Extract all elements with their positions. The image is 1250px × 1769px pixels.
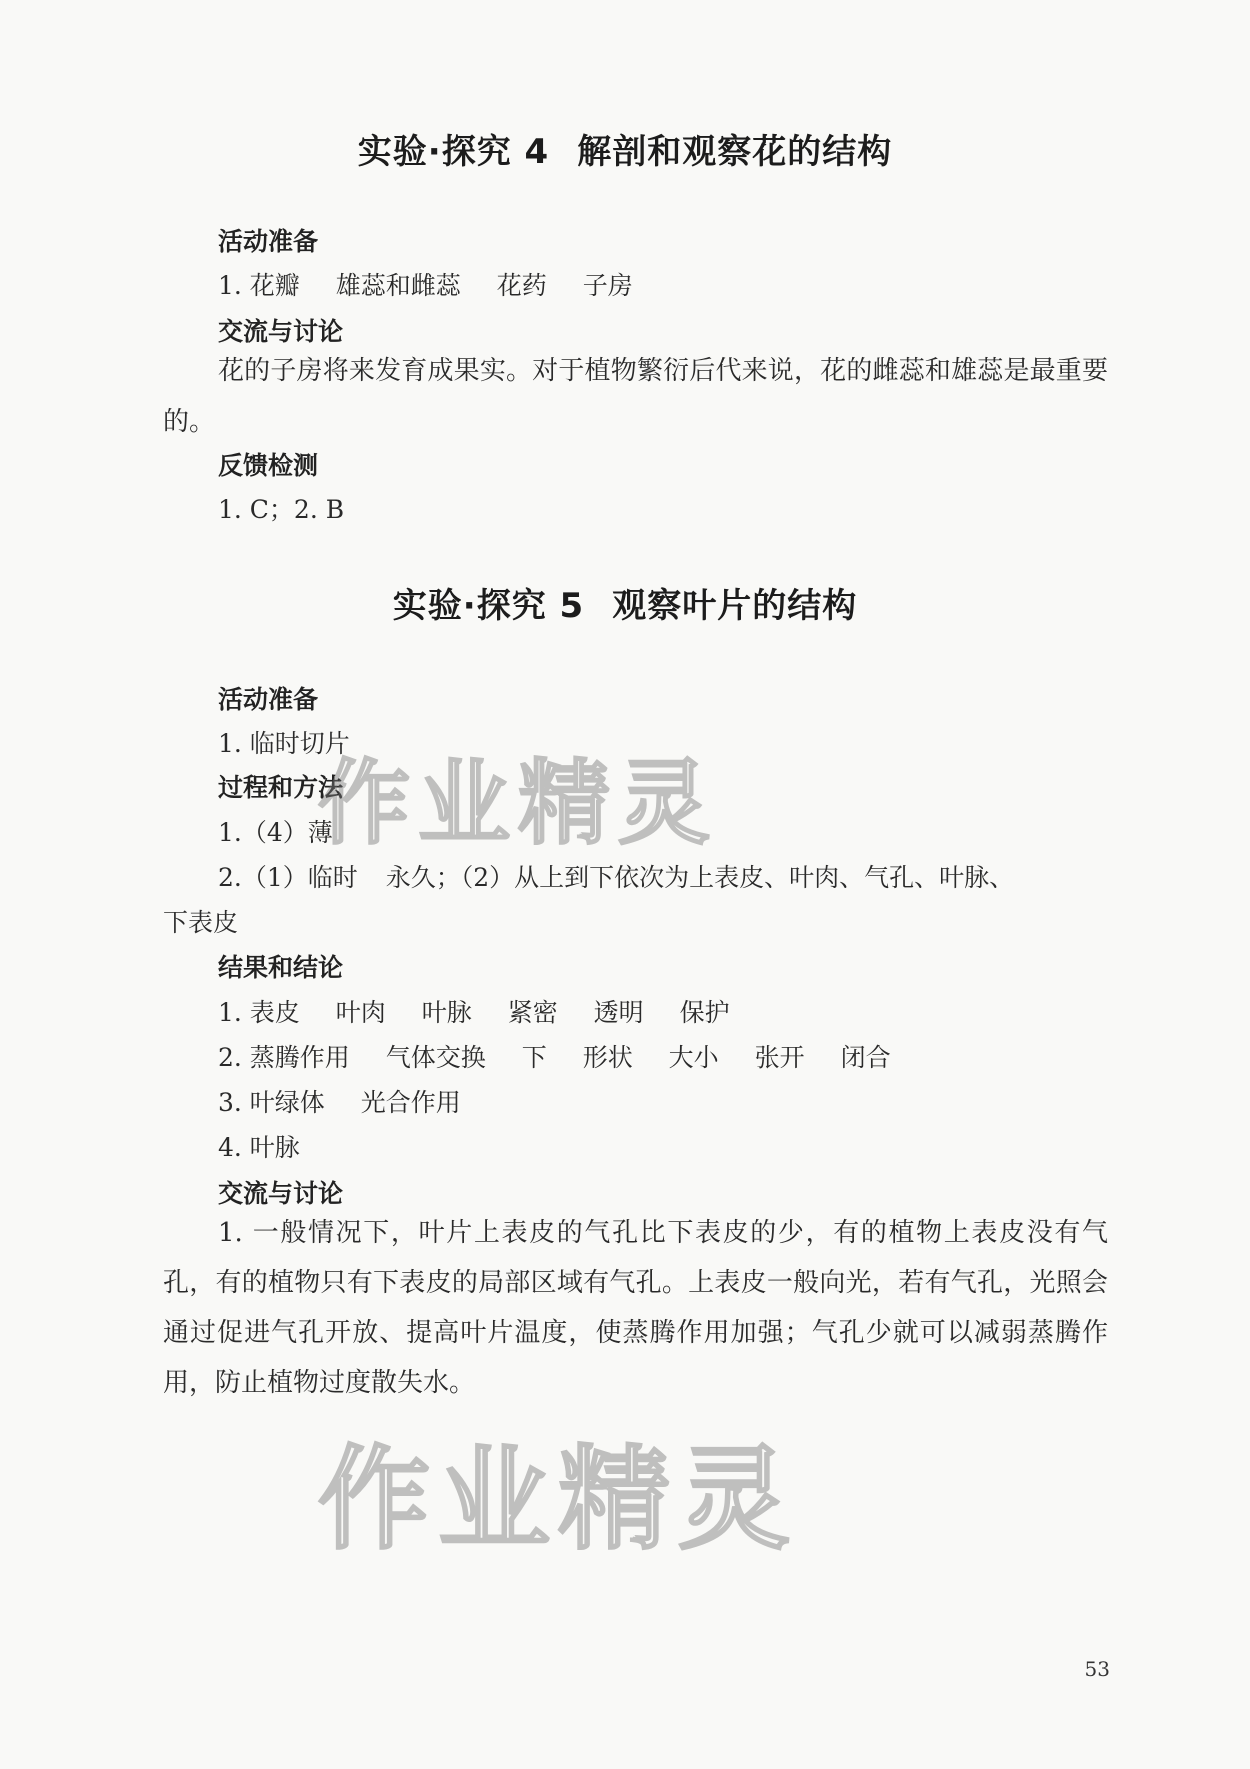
watermark: 作业精灵	[318, 1435, 798, 1565]
section-4-title-text: 解剖和观察花的结构	[577, 132, 893, 172]
section-5-discuss-text: 1. 一般情况下，叶片上表皮的气孔比下表皮的少，有的植物上表皮没有气孔，有的植物只有下表皮的局部区域有气孔。上表皮一般向光，若有气孔，光照会通过促进气孔开放、提高叶片温度，使蒸腾作用加强；气孔少就可以减弱蒸腾作用，防止植物过度散失水。	[163, 1218, 1108, 1398]
answer-item: 光合作用	[360, 1088, 461, 1117]
answer-item: 下	[521, 1043, 547, 1072]
answer-item: 3. 叶绿体	[218, 1088, 325, 1117]
section-5-title	[0, 578, 1250, 627]
section-5-process-1: 1.（4）薄	[218, 818, 333, 847]
section-5-prep-answer: 1. 临时切片	[218, 729, 350, 758]
answer-item: 花药	[496, 271, 547, 300]
section-4-heading-prep: 活动准备	[218, 227, 319, 256]
answer-item: 透明	[593, 998, 644, 1027]
section-5-title-text: 观察叶片的结构	[612, 586, 858, 626]
section-5-process-2-cont: 下表皮	[163, 908, 239, 937]
watermark: 作业精灵	[318, 750, 719, 857]
answer-item: 1. 花瓣	[218, 271, 300, 300]
section-5-heading-process: 过程和方法	[218, 773, 344, 802]
answer-item: 张开	[754, 1043, 805, 1072]
section-5-result-1	[218, 993, 730, 1029]
section-4-title-number: 实验·探究 4	[357, 132, 550, 172]
answer-item: 1. 表皮	[218, 998, 300, 1027]
answer-item: 形状	[582, 1043, 633, 1072]
section-5-result-4: 4. 叶脉	[218, 1133, 300, 1162]
answer-item: 雄蕊和雌蕊	[335, 271, 461, 300]
answer-item: 子房	[582, 271, 633, 300]
answer-item: 永久；（2）从上到下依次为上表皮、叶肉、气孔、叶脉、	[385, 863, 1015, 892]
answer-item: 大小	[668, 1043, 719, 1072]
section-5-process-2	[218, 858, 1014, 894]
section-4-discuss-text: 花的子房将来发育成果实。对于植物繁衍后代来说，花的雌蕊和雄蕊是最重要的。	[163, 356, 1108, 437]
answer-item: 2. 蒸腾作用	[218, 1043, 350, 1072]
answer-item: 叶肉	[335, 998, 386, 1027]
section-5-result-3	[218, 1083, 461, 1119]
section-4-prep-answer	[218, 266, 633, 302]
section-4-title	[0, 124, 1250, 173]
section-5-title-number: 实验·探究 5	[392, 586, 585, 626]
answer-item: 紧密	[507, 998, 558, 1027]
section-5-heading-prep: 活动准备	[218, 685, 319, 714]
answer-item: 叶脉	[421, 998, 472, 1027]
section-5-heading-discuss: 交流与讨论	[218, 1179, 344, 1208]
section-5-result-2	[218, 1038, 891, 1074]
answer-item: 保护	[679, 998, 730, 1027]
answer-item: 2.（1）临时	[218, 863, 358, 892]
answer-item: 气体交换	[385, 1043, 486, 1072]
section-4-heading-feedback: 反馈检测	[218, 451, 319, 480]
section-4-heading-discuss: 交流与讨论	[218, 317, 344, 346]
page-number: 53	[1084, 1657, 1110, 1681]
section-4-feedback-answer: 1. C；2. B	[218, 495, 345, 524]
section-5-heading-result: 结果和结论	[218, 953, 344, 982]
answer-item: 闭合	[840, 1043, 891, 1072]
